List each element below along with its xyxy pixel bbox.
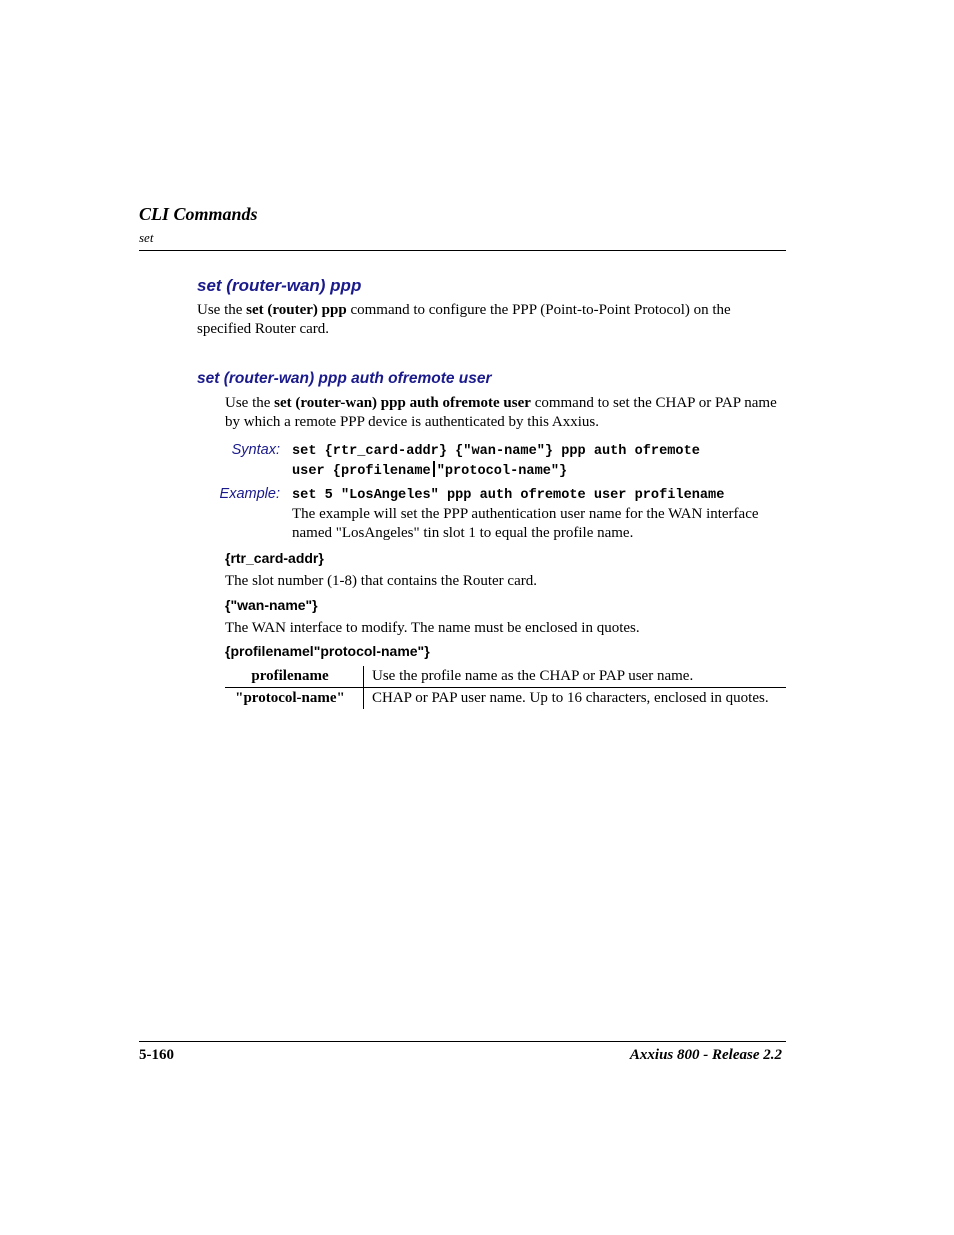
option-name: profilename xyxy=(225,666,364,688)
page-number: 5-160 xyxy=(139,1047,174,1063)
syntax-label: Syntax: xyxy=(231,442,280,458)
section-heading: set (router-wan) ppp xyxy=(197,276,362,295)
description-post: command to set the CHAP or PAP name by which a remote PPP device is authenticated by this Axxius. xyxy=(225,395,777,430)
syntax-line-2 xyxy=(292,461,567,481)
subsection-heading: set (router-wan) ppp auth ofremote user xyxy=(197,370,492,387)
option-description: CHAP or PAP user name. Up to 16 characters, enclosed in quotes. xyxy=(372,690,769,706)
description-paragraph xyxy=(225,394,785,432)
param-name: {"wan-name"} xyxy=(225,597,318,613)
running-header-subtitle: set xyxy=(139,230,154,245)
product-release: Axxius 800 - Release 2.2 xyxy=(629,1047,782,1063)
running-header-title: CLI Commands xyxy=(139,204,258,224)
pipe-separator xyxy=(433,461,435,477)
header-rule xyxy=(139,250,786,251)
intro-pre: Use the xyxy=(197,302,247,318)
intro-command: set (router) ppp xyxy=(246,302,347,318)
example-command: set 5 "LosAngeles" ppp auth ofremote user profilename xyxy=(292,488,725,503)
option-name: "protocol-name" xyxy=(225,688,364,710)
syntax-line-2b: "protocol-name"} xyxy=(436,464,568,479)
syntax-line-1: set {rtr_card-addr} {"wan-name"} ppp auth ofremote xyxy=(292,444,700,459)
param-name: {profilenamel"protocol-name"} xyxy=(225,643,430,659)
options-table xyxy=(225,666,786,709)
table-row xyxy=(225,666,786,688)
example-text: The example will set the PPP authentication user name for the WAN interface named "LosAngeles" tin slot 1 to equal the profile name. xyxy=(292,506,759,541)
syntax-line-2a: user {profilename xyxy=(292,464,431,479)
description-command: set (router-wan) ppp auth ofremote user xyxy=(274,395,531,411)
intro-paragraph xyxy=(197,301,787,339)
option-description: Use the profile name as the CHAP or PAP user name. xyxy=(364,666,787,688)
description-pre: Use the xyxy=(225,395,275,411)
param-description: The WAN interface to modify. The name must be enclosed in quotes. xyxy=(225,620,640,636)
table-row xyxy=(225,688,786,710)
intro-post: command to configure the PPP (Point-to-Point Protocol) on the specified Router card. xyxy=(197,302,731,337)
param-description: The slot number (1-8) that contains the Router card. xyxy=(225,573,537,589)
footer-rule xyxy=(139,1041,786,1042)
param-name: {rtr_card-addr} xyxy=(225,550,324,566)
example-label: Example: xyxy=(219,486,280,502)
